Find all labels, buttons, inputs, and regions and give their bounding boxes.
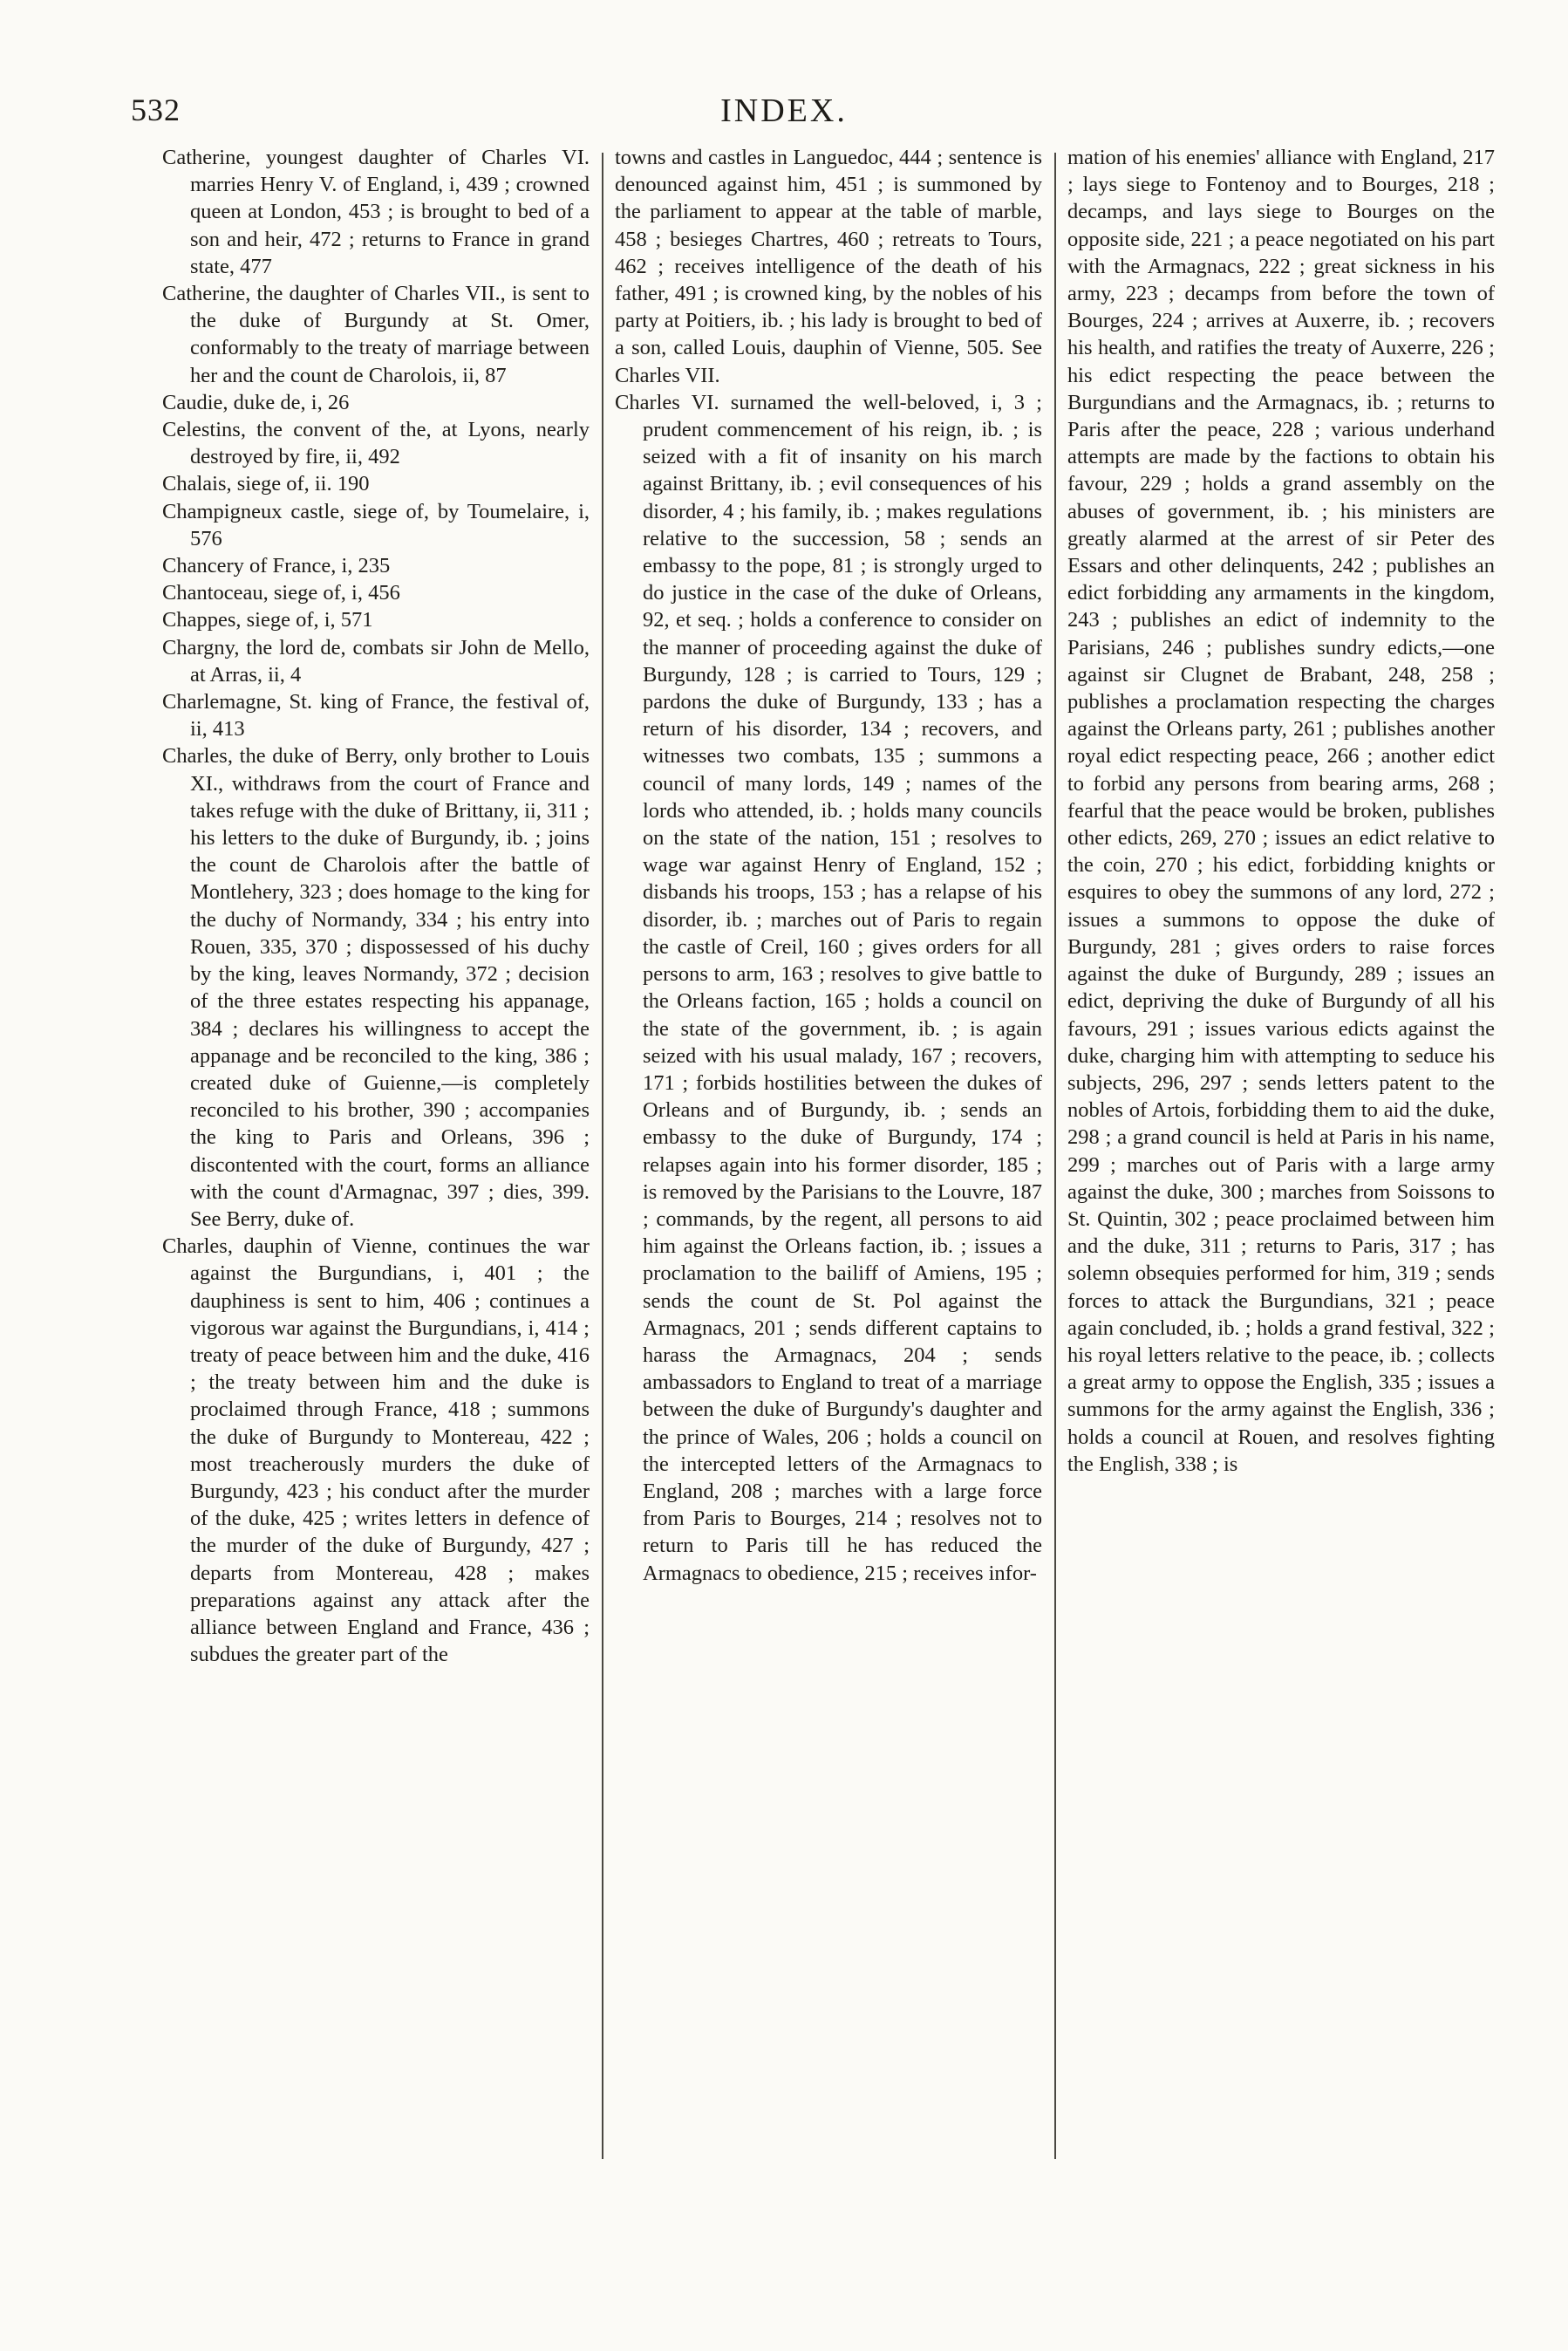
page-number: 532 [131,92,181,127]
page-title: INDEX. [720,92,848,129]
index-column-2 [615,144,1042,2272]
index-entry: Celestins, the convent of the, at Lyons, nearly destroyed by fire, ii, 492 [162,418,590,469]
index-entry: Caudie, duke de, i, 26 [162,390,350,414]
index-entry: Charles, the duke of Berry, only brother to Louis XI., withdraws from the court of France and takes refuge with the duke of Brittany, ii, 311 ; his letters to the duke of Burgundy, ib. ; joins the count de Charolois after the battle of Montlehery, 323 ; does homage to the king for the duchy of Normandy, 334 ; his entry into Rouen, 335, 370 ; dispossessed of his duchy by the king, leaves Normandy, 372 ; decision of the three estates respecting his appanage, 384 ; declares his willingness to accept the appanage and be reconciled to the king, 386 ; created duke of Guienne,—is completely reconciled to his brother, 390 ; accompanies the king to Paris and Orleans, 396 ; discontented with the court, forms an alliance with the count d'Armagnac, 397 ; dies, 399. See Berry, duke of. [162,744,590,1231]
index-entry: mation of his enemies' alliance with England, 217 ; lays siege to Fontenoy and to Bourges, 218 ; decamps, and lays siege to Bourges on the opposite side, 221 ; a peace negotiated on his part with the Armagnacs, 222 ; great sickness in his army, 223 ; decamps from before the town of Bourges, 224 ; arrives at Auxerre, ib. ; recovers his health, and ratifies the treaty of Auxerre, 226 ; his edict respecting the peace between the Burgundians and the Armagnacs, ib. ; returns to Paris after the peace, 228 ; various underhand attempts are made by the factions to obtain his favour, 229 ; holds a grand assembly on the abuses of government, ib. ; his ministers are greatly alarmed at the arrest of sir Peter des Essars and other delinquents, 242 ; publishes an edict forbidding any armaments in the kingdom, 243 ; publishes an edict of indemnity to the Parisians, 246 ; publishes sundry edicts,—one against sir Clugnet de Brabant, 248, 258 ; publishes a proclamation respecting the charges against the Orleans party, 261 ; publishes another royal edict respecting peace, 266 ; another edict to forbid any persons from bearing arms, 268 ; fearful that the peace would be broken, publishes other edicts, 269, 270 ; issues an edict relative to the coin, 270 ; his edict, forbidding knights or esquires to obey the summons of any lord, 272 ; issues a summons to oppose the duke of Burgundy, 281 ; gives orders to raise forces against the duke of Burgundy, 289 ; issues an edict, depriving the duke of Burgundy of all his favours, 291 ; issues various edicts against the duke, charging him with attempting to seduce his subjects, 296, 297 ; sends letters patent to the nobles of Artois, forbidding them to aid the duke, 298 ; a grand council is held at Paris in his name, 299 ; marches out of Paris with a large army against the duke, 300 ; marches from Soissons to St. Quintin, 302 ; peace proclaimed between him and the duke, 311 ; returns to Paris, 317 ; has solemn obsequies performed for him, 319 ; sends forces to attack the Burgundians, 321 ; peace again concluded, ib. ; holds a grand festival, 322 ; his royal letters relative to the peace, ib. ; collects a great army to oppose the English, 335 ; issues a summons for the army against the English, 336 ; holds a council at Rouen, and resolves fighting the English, 338 ; is [1067,146,1495,1476]
index-entry: Chantoceau, siege of, i, 456 [162,581,400,605]
index-entry: towns and castles in Languedoc, 444 ; sentence is denounced against him, 451 ; is summoned by the parliament to appear at the table of marble, 458 ; besieges Chartres, 460 ; retreats to Tours, 462 ; receives intelligence of the death of his father, 491 ; is crowned king, by the nobles of his party at Poitiers, ib. ; his lady is brought to bed of a son, called Louis, dauphin of Vienne, 505. See Charles VII. [615,146,1042,387]
index-entry: Chancery of France, i, 235 [162,554,391,578]
column-rule [602,153,603,2159]
index-entry: Charles, dauphin of Vienne, continues the war against the Burgundians, i, 401 ; the dauphiness is sent to him, 406 ; continues a vigorous war against the Burgundians, i, 414 ; treaty of peace between him and the duke, 416 ; the treaty between him and the duke is proclaimed through France, 418 ; summons the duke of Burgundy to Montereau, 422 ; most treacherously murders the duke of Burgundy, 423 ; his conduct after the murder of the duke, 425 ; writes letters in defence of the murder of the duke of Burgundy, 427 ; departs from Montereau, 428 ; makes preparations against any attack after the alliance between England and France, 436 ; subdues the greater part of the [162,1234,590,1667]
index-column-1 [162,144,590,2272]
index-entry: Chappes, siege of, i, 571 [162,608,373,632]
index-columns [162,144,1495,2272]
column-rule [1054,153,1056,2159]
index-entry: Catherine, youngest daughter of Charles VI. marries Henry V. of England, i, 439 ; crowned queen at London, 453 ; is brought to bed of a son and heir, 472 ; returns to France in grand state, 477 [162,146,590,278]
index-entry: Chalais, siege of, ii. 190 [162,472,370,496]
index-entry: Catherine, the daughter of Charles VII., is sent to the duke of Burgundy at St. Omer, conformably to the treaty of marriage between her and the count de Charolois, ii, 87 [162,282,590,387]
index-column-3 [1067,144,1495,2272]
page-header [131,83,1437,135]
index-entry: Chargny, the lord de, combats sir John de Mello, at Arras, ii, 4 [162,635,590,687]
index-entry: Champigneux castle, siege of, by Toumelaire, i, 576 [162,499,590,550]
index-entry: Charles VI. surnamed the well-beloved, i, 3 ; prudent commencement of his reign, ib. ; is seized with a fit of insanity on his march against Brittany, ib. ; evil consequences of his disorder, 4 ; his family, ib. ; makes regulations relative to the succession, 58 ; sends an embassy to the pope, 81 ; is strongly urged to do justice in the case of the duke of Orleans, 92, et seq. ; holds a conference to consider on the manner of proceeding against the duke of Burgundy, 128 ; is carried to Tours, 129 ; pardons the duke of Burgundy, 133 ; has a return of his disorder, 134 ; recovers, and witnesses two combats, 135 ; summons a council of many lords, 149 ; names of the lords who attended, ib. ; holds many councils on the state of the nation, 151 ; resolves to wage war against Henry of England, 152 ; disbands his troops, 153 ; has a relapse of his disorder, ib. ; marches out of Paris to regain the castle of Creil, 160 ; gives orders for all persons to arm, 163 ; resolves to give battle to the Orleans faction, 165 ; holds a council on the state of the government, ib. ; is again seized with his usual malady, 167 ; recovers, 171 ; forbids hostilities between the dukes of Orleans and of Burgundy, ib. ; sends an embassy to the duke of Burgundy, 174 ; relapses again into his former disorder, 185 ; is removed by the Parisians to the Louvre, 187 ; commands, by the regent, all persons to aid him against the Orleans faction, ib. ; issues a proclamation to the bailiff of Amiens, 195 ; sends the count de St. Pol against the Armagnacs, 201 ; sends different captains to harass the Armagnacs, 204 ; sends ambassadors to England to treat of a marriage between the duke of Burgundy's daughter and the prince of Wales, 206 ; holds a council on the intercepted letters of the Armagnacs to England, 208 ; marches with a large force from Paris to Bourges, 214 ; resolves not to return to Paris till he has reduced the Armagnacs to obedience, 215 ; receives infor- [615,390,1042,1585]
index-entry: Charlemagne, St. king of France, the festival of, ii, 413 [162,690,590,742]
